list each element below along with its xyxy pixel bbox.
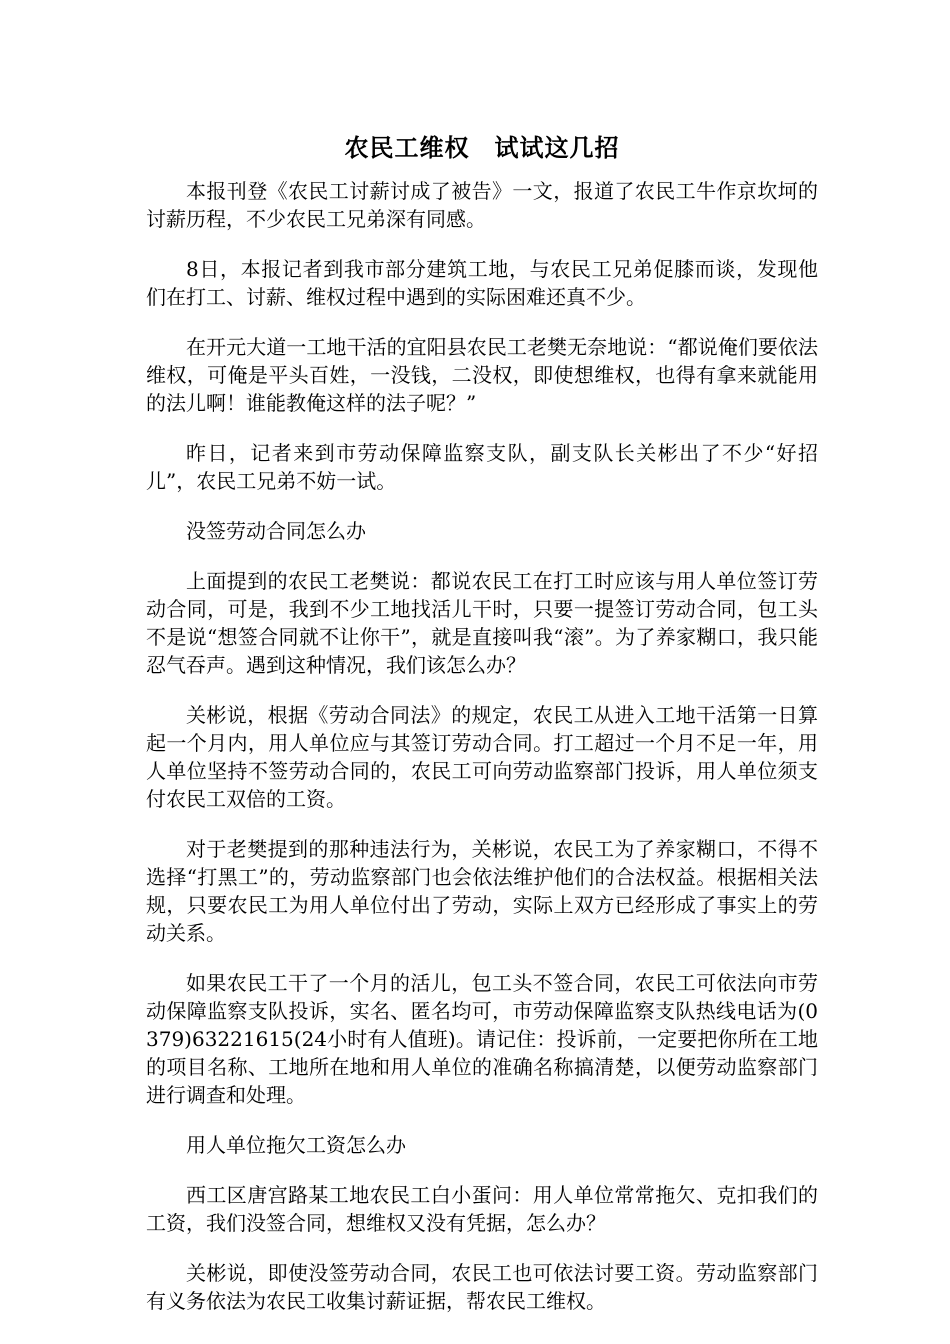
- paragraph-wage-question: 西工区唐宫路某工地农民工白小蛋问：用人单位常常拖欠、克扣我们的工资，我们没签合同，想维权又没有凭据，怎么办？: [146, 1183, 818, 1235]
- paragraph-reporter-visit: 8日，本报记者到我市部分建筑工地，与农民工兄弟促膝而谈，发现他们在打工、讨薪、维权过程中遇到的实际困难还真不少。: [146, 257, 818, 309]
- paragraph-no-contract-question: 上面提到的农民工老樊说：都说农民工在打工时应该与用人单位签订劳动合同，可是，我到不少工地找活儿干时，只要一提签订劳动合同，包工头不是说“想签合同就不让你干”，就是直接叫我“滚”。为了养家糊口，我只能忍气吞声。遇到这种情况，我们该怎么办？: [146, 569, 818, 677]
- paragraph-official-tips: 昨日，记者来到市劳动保障监察支队，副支队长关彬出了不少“好招儿”，农民工兄弟不妨一试。: [146, 441, 818, 493]
- section-heading-no-contract: 没签劳动合同怎么办: [186, 519, 366, 543]
- paragraph-complaint-hotline: 如果农民工干了一个月的活儿，包工头不签合同，农民工可依法向市劳动保障监察支队投诉，实名、匿名均可，市劳动保障监察支队热线电话为(0379)63221615(24小时有人值班)。请记住：投诉前，一定要把你所在工地的项目名称、工地所在地和用人单位的准确名称搞清楚，以便劳动监察部门进行调查和处理。: [146, 971, 818, 1107]
- paragraph-worker-quote: 在开元大道一工地干活的宜阳县农民工老樊无奈地说：“都说俺们要依法维权，可俺是平头百姓，一没钱，二没权，即使想维权，也得有拿来就能用的法儿啊！谁能教俺这样的法子呢？”: [146, 335, 818, 415]
- document-page: [146, 128, 818, 1337]
- document-title: 农民工维权 试试这几招: [344, 134, 620, 162]
- paragraph-intro: 本报刊登《农民工讨薪讨成了被告》一文，报道了农民工牛作京坎坷的讨薪历程，不少农民工兄弟深有同感。: [146, 179, 818, 231]
- paragraph-illegal-labor: 对于老樊提到的那种违法行为，关彬说，农民工为了养家糊口，不得不选择“打黑工”的，劳动监察部门也会依法维护他们的合法权益。根据相关法规，只要农民工为用人单位付出了劳动，实际上双方已经形成了事实上的劳动关系。: [146, 837, 818, 945]
- section-heading-wage-arrears: 用人单位拖欠工资怎么办: [186, 1133, 406, 1157]
- paragraph-contract-law: 关彬说，根据《劳动合同法》的规定，农民工从进入工地干活第一日算起一个月内，用人单位应与其签订劳动合同。打工超过一个月不足一年，用人单位坚持不签劳动合同的，农民工可向劳动监察部门投诉，用人单位须支付农民工双倍的工资。: [146, 703, 818, 811]
- paragraph-wage-answer: 关彬说，即使没签劳动合同，农民工也可依法讨要工资。劳动监察部门有义务依法为农民工收集讨薪证据，帮农民工维权。: [146, 1261, 818, 1313]
